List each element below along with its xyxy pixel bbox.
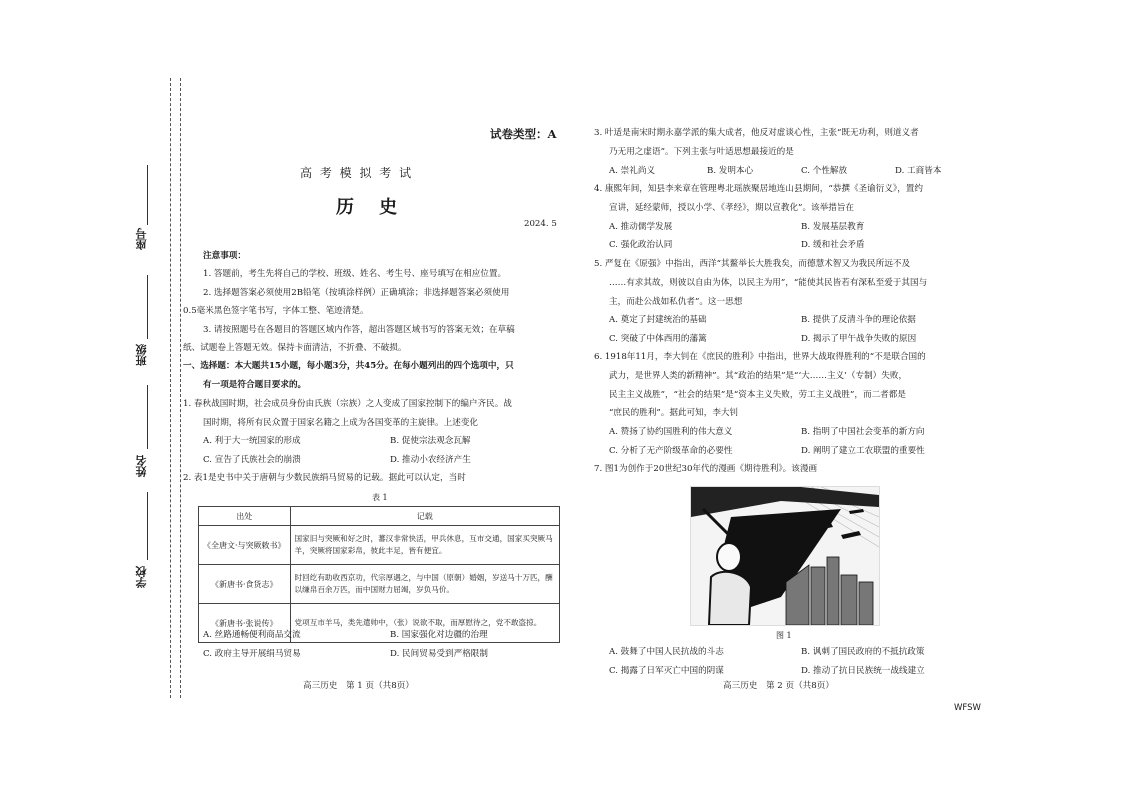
section-heading-2: 有一项是符合题目要求的。 (203, 380, 307, 390)
school-label: 学校 (135, 566, 148, 588)
notes-item-1: 1. 答题前，考生先将自己的学校、班级、姓名、考生号、座号填写在相应位置。 (203, 269, 507, 279)
q5-stem-3: 主，而赴公战如私仇者”。这一思想 (609, 297, 743, 307)
name-field[interactable] (147, 385, 148, 449)
table-cell-source: 《全唐文·与突厥敕书》 (199, 526, 291, 565)
q6-stem-1: 6. 1918年11月，李大钊在《庶民的胜利》中指出，世界大战取得胜利的“不是联合国的 (594, 352, 926, 362)
q2-option-c[interactable]: C. 政府主导开展绢马贸易 (203, 649, 301, 659)
paper-type: 试卷类型：A (490, 127, 557, 141)
q6-option-a[interactable]: A. 赞扬了协约国胜利的伟大意义 (609, 427, 733, 437)
binding-line-1 (170, 78, 171, 698)
table-cell-source: 《新唐书·食货志》 (199, 565, 291, 604)
q7-option-a[interactable]: A. 鼓舞了中国人民抗战的斗志 (609, 647, 724, 657)
table-row (199, 526, 560, 565)
q7-option-d[interactable]: D. 推动了抗日民族统一战线建立 (801, 666, 925, 676)
q6-stem-4: “庶民的胜利”。据此可知，李大钊 (609, 408, 739, 418)
subject-title: 历 史 (336, 197, 398, 218)
q5-option-a[interactable]: A. 奠定了封建统治的基础 (609, 315, 707, 325)
q1-option-b[interactable]: B. 促使宗法观念瓦解 (390, 436, 471, 446)
q6-option-d[interactable]: D. 阐明了建立工农联盟的重要性 (801, 446, 925, 456)
notes-title: 注意事项： (203, 251, 246, 261)
notes-item-3b: 纸、试题卷上答题无效。保持卡面清洁，不折叠、不破损。 (183, 343, 407, 353)
q2-option-b[interactable]: B. 国家强化对边疆的治理 (390, 630, 488, 640)
q5-stem-1: 5. 严复在《原强》中指出，西洋“其鳌举长大胜我矣，而德慧术智又为我民所远不及 (594, 259, 911, 269)
class-label: 班级 (135, 344, 148, 366)
q6-stem-2: 武力，是世界人类的新精神”。其“政治的结果”是“‘大……主义’（专制）失败， (609, 371, 908, 381)
table-caption: 表 1 (372, 493, 388, 502)
table-cell-record: 党项互市羊马，类先遣帅中，（张）说欲不取，而厚慰待之，党不敢盗掠。 (290, 604, 559, 643)
q4-option-c[interactable]: C. 强化政治认同 (609, 240, 673, 250)
table-header-source: 出处 (199, 507, 291, 526)
q1-stem-1: 1. 春秋战国时期，社会成员身份由氏族（宗族）之人变成了国家控制下的编户齐民。战 (183, 399, 512, 409)
table-cell-record: 时回纥有助收西京功，代宗厚遇之，与中国（原朝）婚姻，岁送马十万匹，酬以缣帛百余万匹，而中国财力屈竭，岁负马价。 (290, 565, 559, 604)
notes-item-3: 3. 请按照题号在各题目的答题区域内作答，超出答题区域书写的答案无效；在草稿 (203, 325, 515, 335)
q6-stem-3: 民主主义战胜”，“社会的结果”是“资本主义失败，劳工主义战胜”，而二者都是 (609, 390, 906, 400)
q4-stem-2: 宣讲，延经蒙师，授以小学、《孝经》，期以宣教化”。该举措旨在 (609, 203, 855, 213)
seat-field[interactable] (147, 165, 148, 225)
q3-option-a[interactable]: A. 崇礼尚义 (609, 166, 656, 176)
q2-option-a[interactable]: A. 丝路通畅便利商品交流 (203, 630, 301, 640)
q5-stem-2: ……有求其故，则彼以自由为体，以民主为用”，“能使其民皆若有深私至爱于其国与 (609, 278, 928, 288)
figure-caption: 图 1 (776, 631, 792, 640)
q4-stem-1: 4. 康熙年间，知县李来章在管理粤北瑶族聚居地连山县期间，“恭撰《圣谕衍义》，置约 (594, 184, 923, 194)
table-row (199, 565, 560, 604)
binding-line-2 (180, 78, 181, 698)
q3-option-c[interactable]: C. 个性解放 (801, 166, 848, 176)
name-label: 姓名 (135, 455, 148, 477)
section-heading: 一、选择题：本大题共15小题，每小题3分，共45分。在每小题列出的四个选项中，只 (183, 361, 514, 371)
q1-stem-2: 国时期，将所有民众置于国家名籍之上成为各国变革的主旋律。上述变化 (203, 418, 479, 428)
q3-option-d[interactable]: D. 工商皆本 (895, 166, 942, 176)
table-cell-record: 国家旧与突厥和好之时，蕃汉非常快活，甲兵休息，互市交通，国家买突厥马羊，突厥将国家彩帛，彼此丰足，皆有便宜。 (290, 526, 559, 565)
notes-item-2b: 0.5毫米黑色签字笔书写，字体工整、笔迹清楚。 (183, 306, 369, 316)
seat-label: 座号 (135, 228, 148, 250)
cartoon-figure (690, 486, 880, 626)
q3-stem-2: 乃无用之虚语”。下列主张与叶适思想最接近的是 (609, 147, 794, 157)
q5-option-c[interactable]: C. 突破了中体西用的藩篱 (609, 334, 707, 344)
cartoon-illustration (691, 487, 879, 625)
q1-option-a[interactable]: A. 利于大一统国家的形成 (203, 436, 301, 446)
history-table (198, 506, 560, 643)
footer-left: 高三历史 第 1 页（共8页） (303, 681, 414, 691)
q2-option-d[interactable]: D. 民间贸易受到严格限制 (390, 649, 488, 659)
q7-option-b[interactable]: B. 讽刺了国民政府的不抵抗政策 (801, 647, 925, 657)
class-field[interactable] (147, 275, 148, 339)
table-cell-source: 《新唐书·张说传》 (199, 604, 291, 643)
q6-option-c[interactable]: C. 分析了无产阶级革命的必要性 (609, 446, 733, 456)
q1-option-d[interactable]: D. 推动小农经济产生 (390, 455, 471, 465)
school-field[interactable] (147, 492, 148, 560)
q5-option-b[interactable]: B. 提供了反清斗争的理论依据 (801, 315, 916, 325)
exam-date: 2024. 5 (524, 219, 557, 229)
q3-stem-1: 3. 叶适是南宋时期永嘉学派的集大成者，他反对虚谈心性，主张“既无功利，则道义者 (594, 128, 919, 138)
q4-option-d[interactable]: D. 缓和社会矛盾 (801, 240, 865, 250)
table-header-record: 记载 (290, 507, 559, 526)
q6-option-b[interactable]: B. 指明了中国社会变革的新方向 (801, 427, 925, 437)
q4-option-b[interactable]: B. 发展基层教育 (801, 222, 865, 232)
q4-option-a[interactable]: A. 推动儒学发展 (609, 222, 673, 232)
exam-title: 高 考 模 拟 考 试 (300, 166, 414, 180)
table-header-row (199, 507, 560, 526)
footer-right: 高三历史 第 2 页（共8页） (723, 681, 834, 691)
notes-item-2: 2. 选择题答案必须使用2B铅笔（按填涂样例）正确填涂；非选择题答案必须使用 (203, 288, 510, 298)
q7-option-c[interactable]: C. 揭露了日军灭亡中国的阴谋 (609, 666, 724, 676)
q3-option-b[interactable]: B. 发明本心 (707, 166, 754, 176)
q2-stem: 2. 表1是史书中关于唐朝与少数民族绢马贸易的记载。据此可以认定，当时 (183, 473, 466, 483)
q1-option-c[interactable]: C. 宣告了氏族社会的崩溃 (203, 455, 301, 465)
q5-option-d[interactable]: D. 揭示了甲午战争失败的原因 (801, 334, 917, 344)
watermark: WFSW (954, 703, 981, 713)
q7-stem: 7. 图1为创作于20世纪30年代的漫画《期待胜利》。该漫画 (594, 464, 818, 474)
